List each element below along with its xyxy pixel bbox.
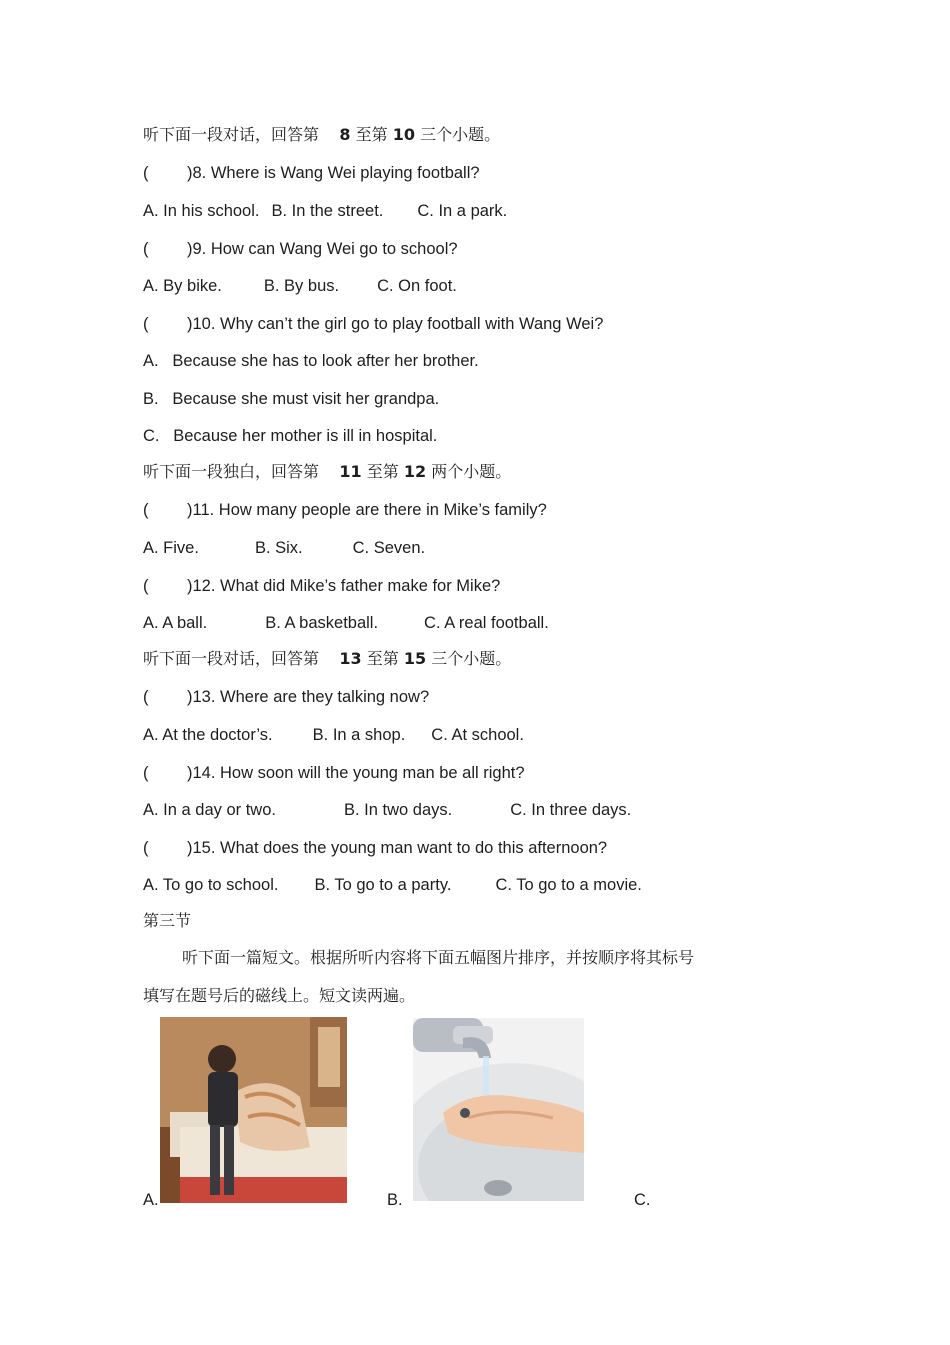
option-c: C. In a park. [417, 202, 508, 220]
question-10-option-c: C. Because her mother is ill in hospital. [143, 427, 438, 445]
picture-label-b: B. [387, 1191, 403, 1209]
question-14-options [143, 800, 631, 820]
section-3-instruction-line2: 填写在题号后的磁线上。短文读两遍。 [143, 986, 416, 1005]
option-c: C. At school. [431, 726, 524, 744]
question-9-options [143, 276, 457, 296]
option-b: B. Six. [254, 539, 303, 557]
question-12-options [143, 613, 549, 633]
picture-a-making-bed [160, 1017, 347, 1203]
question-10-option-a: A. Because she has to look after her brother. [143, 352, 479, 370]
option-c: C. To go to a movie. [495, 876, 642, 894]
option-b: B. In a shop. [312, 726, 406, 744]
question-13: ( )13. Where are they talking now? [143, 688, 430, 706]
picture-b-washing-hands [413, 1018, 584, 1201]
question-9: ( )9. How can Wang Wei go to school? [143, 240, 458, 258]
question-11-options [143, 538, 425, 558]
option-c: C. On foot. [377, 277, 457, 295]
option-a: A. Five. [143, 539, 199, 557]
question-8-options [143, 201, 507, 221]
option-c: C. Seven. [352, 539, 426, 557]
option-a: A. In his school. [143, 202, 260, 220]
question-8: ( )8. Where is Wang Wei playing football? [143, 164, 480, 182]
section-intro-8-10: 听下面一段对话，回答第 8 至第 10 三个小题。 [143, 125, 501, 144]
option-b: B. A basketball. [265, 614, 379, 632]
question-15-options [143, 875, 642, 895]
question-10: ( )10. Why can’t the girl go to play football with Wang Wei? [143, 315, 604, 333]
question-11: ( )11. How many people are there in Mike’s family? [143, 501, 547, 519]
section-intro-13-15: 听下面一段对话，回答第 13 至第 15 三个小题。 [143, 649, 512, 668]
option-a: A. In a day or two. [143, 801, 276, 819]
question-15: ( )15. What does the young man want to do this afternoon? [143, 839, 608, 857]
option-c: C. In three days. [510, 801, 632, 819]
option-a: A. At the doctor’s. [143, 726, 273, 744]
option-c: C. A real football. [424, 614, 549, 632]
section-3-instruction-line1: 听下面一篇短文。根据所听内容将下面五幅图片排序，并按顺序将其标号 [182, 948, 695, 967]
option-b: B. In the street. [271, 202, 384, 220]
option-b: B. To go to a party. [314, 876, 452, 894]
question-14: ( )14. How soon will the young man be all right? [143, 764, 525, 782]
question-13-options [143, 725, 524, 745]
option-b: B. By bus. [263, 277, 340, 295]
picture-label-c: C. [634, 1191, 651, 1209]
question-12: ( )12. What did Mike’s father make for Mike? [143, 577, 501, 595]
picture-label-a: A. [143, 1191, 159, 1209]
option-a: A. To go to school. [143, 876, 279, 894]
question-10-option-b: B. Because she must visit her grandpa. [143, 390, 440, 408]
option-a: A. By bike. [143, 277, 222, 295]
option-a: A. A ball. [143, 614, 208, 632]
section-intro-11-12: 听下面一段独白，回答第 11 至第 12 两个小题。 [143, 462, 512, 481]
option-b: B. In two days. [343, 801, 453, 819]
section-3-heading: 第三节 [143, 911, 192, 930]
